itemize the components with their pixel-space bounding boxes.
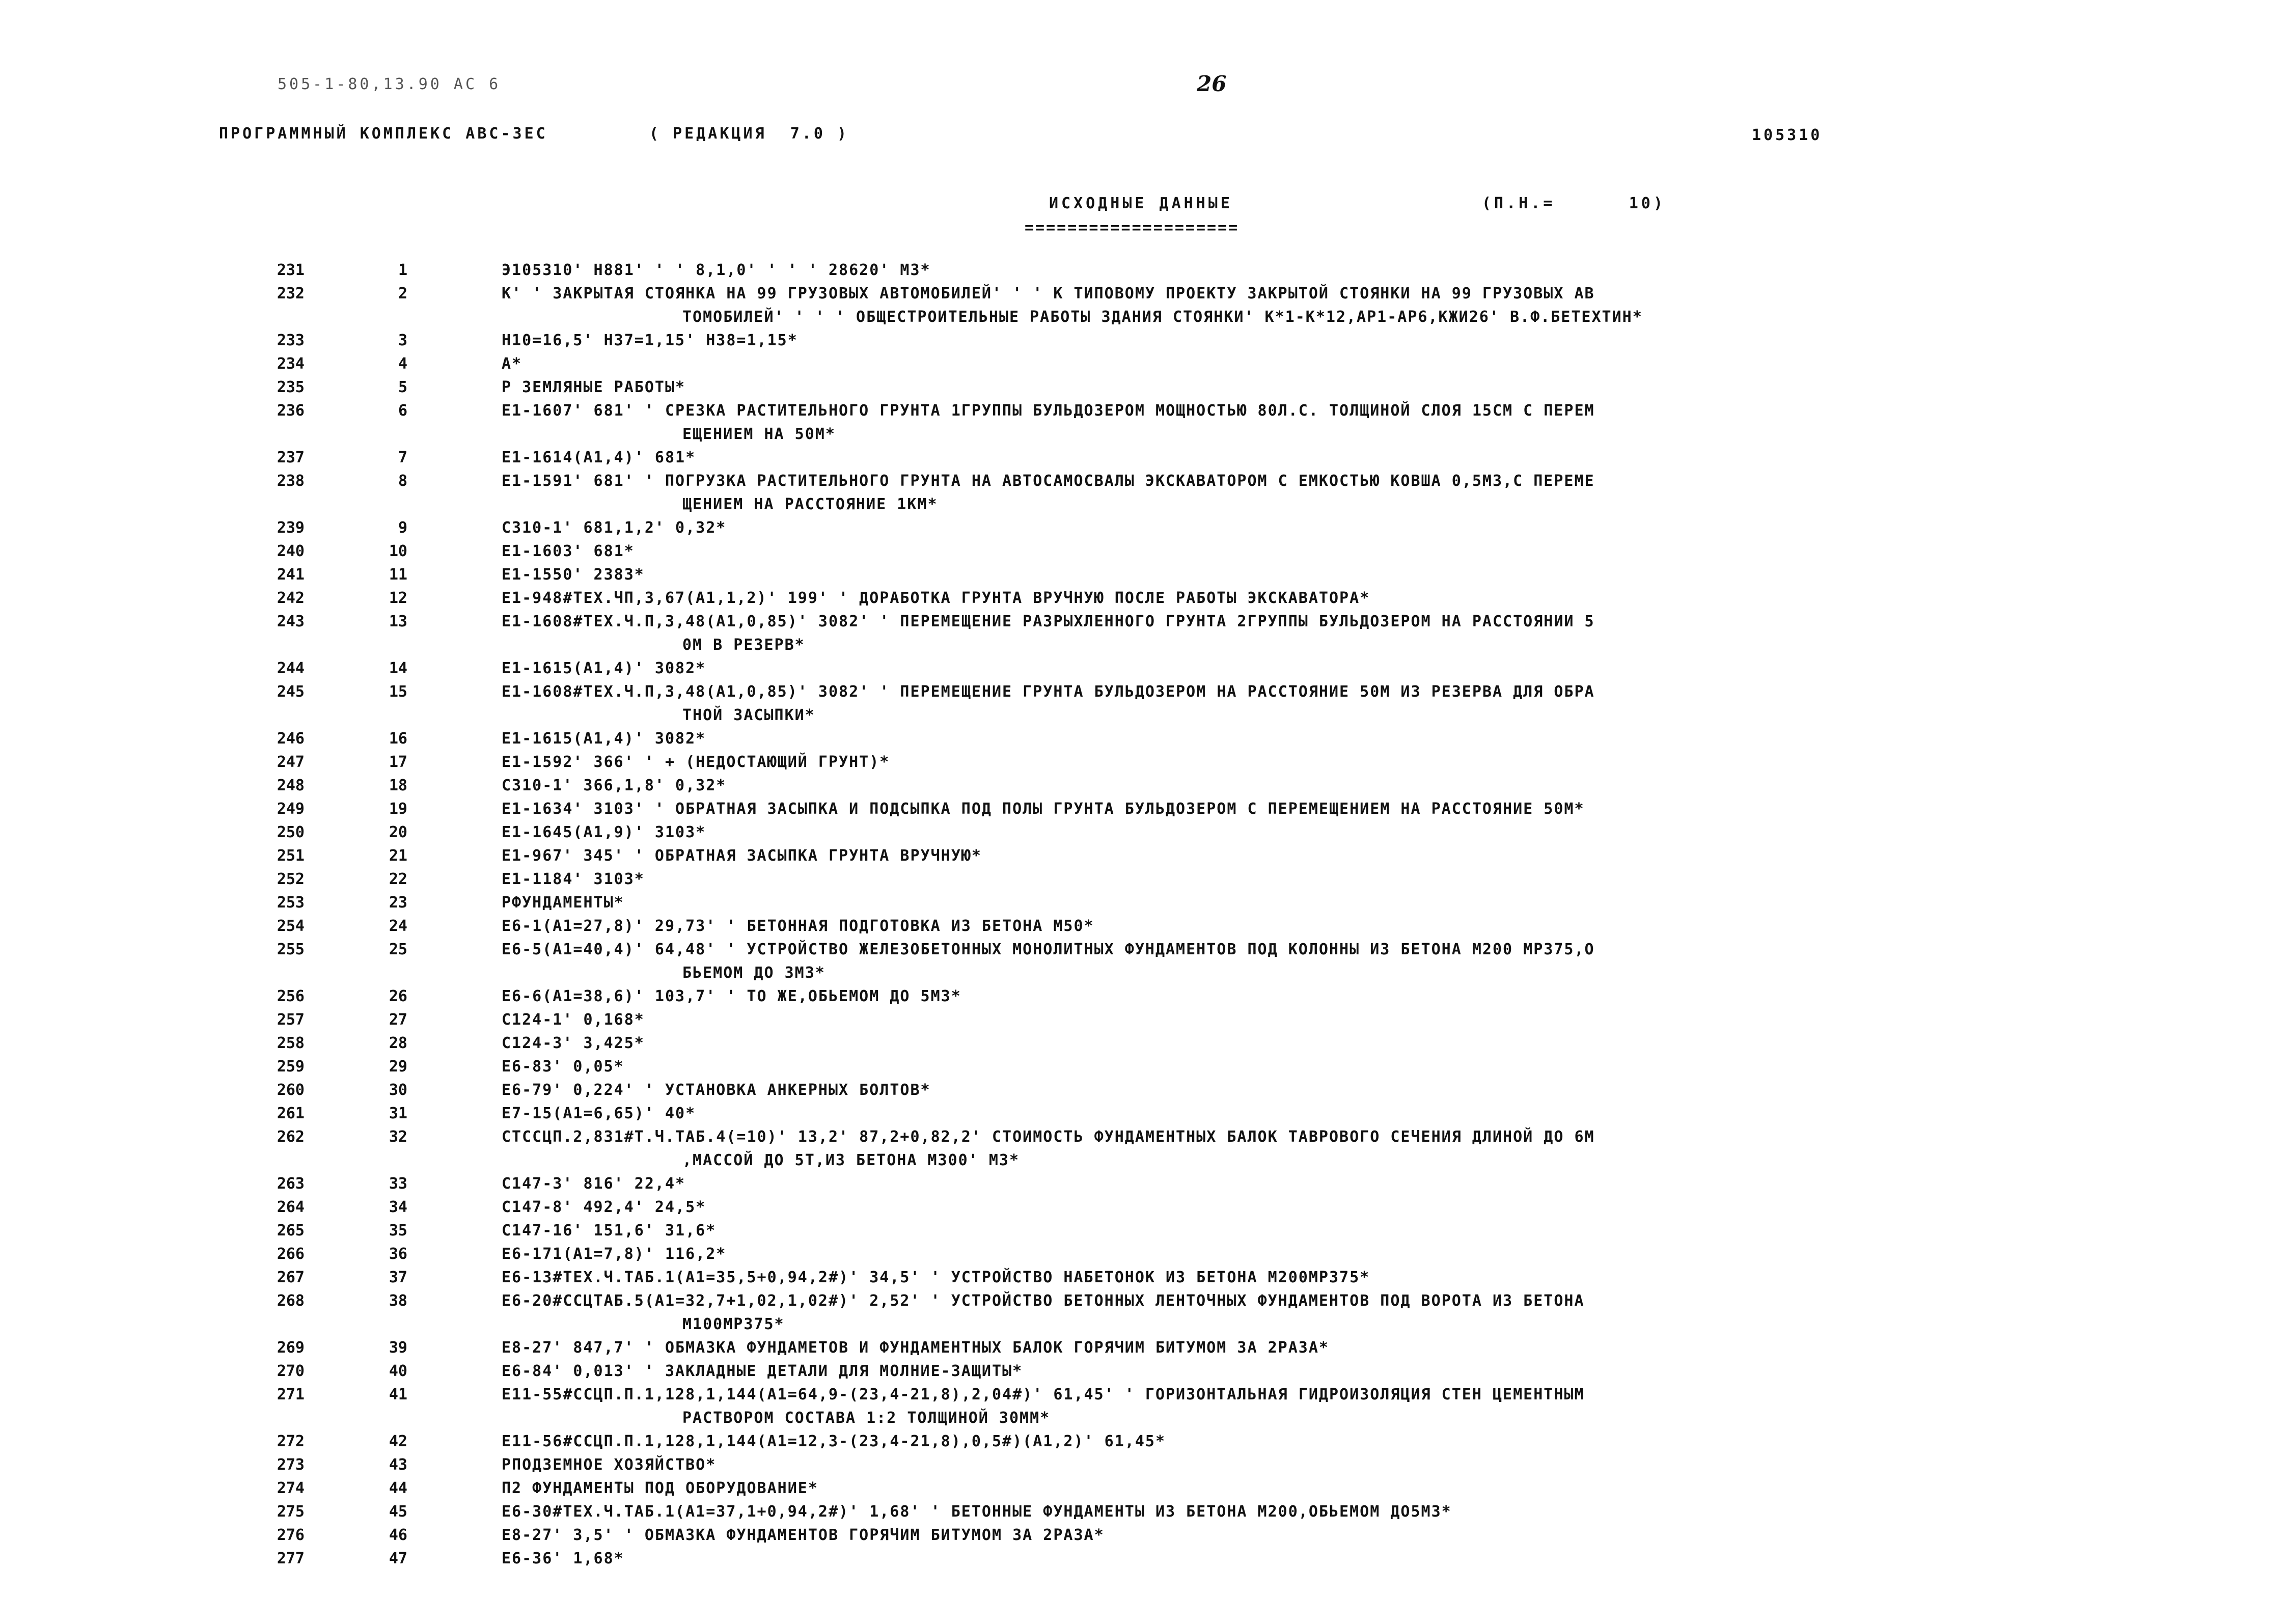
record-number: 25 xyxy=(389,941,407,958)
line-number: 246 xyxy=(277,730,305,748)
record-text: Е1-1550' 2383* xyxy=(502,566,645,584)
record-number: 13 xyxy=(389,613,407,630)
doc-id: 105310 xyxy=(1752,126,1823,144)
line-number: 243 xyxy=(277,613,305,630)
record-text: Е1-1615(А1,4)' 3082* xyxy=(502,659,706,677)
table-row xyxy=(0,1172,2285,1196)
table-row xyxy=(0,1500,2285,1524)
record-text: Е7-15(А1=6,65)' 40* xyxy=(502,1105,696,1122)
table-row xyxy=(0,540,2285,563)
record-text: Е6-5(А1=40,4)' 64,48' ' УСТРОЙСТВО ЖЕЛЕЗОБЕТОННЫХ МОНОЛИТНЫХ ФУНДАМЕНТОВ ПОД КОЛОННЫ ИЗ БЕТОНА М200 МР375,О xyxy=(502,941,1595,958)
record-text: Р ЗЕМЛЯНЫЕ РАБОТЫ* xyxy=(502,378,686,396)
record-text: П2 ФУНДАМЕНТЫ ПОД ОБОРУДОВАНИЕ* xyxy=(502,1479,818,1497)
table-row xyxy=(0,891,2285,915)
record-text: Е1-1614(А1,4)' 681* xyxy=(502,449,696,466)
record-text: Е11-55#ССЦП.П.1,128,1,144(А1=64,9-(23,4-21,8),2,04#)' 61,45' ' ГОРИЗОНТАЛЬНАЯ ГИДРОИЗОЛЯЦИЯ СТЕН ЦЕМЕНТНЫМ xyxy=(502,1386,1585,1403)
title-underline: ==================== xyxy=(1025,219,1240,237)
record-number: 34 xyxy=(389,1198,407,1216)
record-number: 28 xyxy=(389,1034,407,1052)
table-row xyxy=(0,1055,2285,1079)
record-text: Е1-1591' 681' ' ПОГРУЗКА РАСТИТЕЛЬНОГО ГРУНТА НА АВТОСАМОСВАЛЫ ЭКСКАВАТОРОМ С ЕМКОСТЬЮ КОВША 0,5М3,С ПЕРЕМЕ xyxy=(502,472,1595,490)
line-number: 248 xyxy=(277,777,305,794)
line-number: 267 xyxy=(277,1269,305,1286)
record-number: 31 xyxy=(389,1105,407,1122)
record-text: С124-1' 0,168* xyxy=(502,1011,645,1029)
record-number: 14 xyxy=(389,659,407,677)
table-row xyxy=(0,844,2285,868)
line-number: 258 xyxy=(277,1034,305,1052)
record-text: Е1-1603' 681* xyxy=(502,542,635,560)
record-number: 6 xyxy=(398,402,407,420)
record-text: Е6-171(А1=7,8)' 116,2* xyxy=(502,1245,727,1263)
table-row xyxy=(0,446,2285,470)
edition-label: ( РЕДАКЦИЯ 7.0 ) xyxy=(649,125,849,143)
table-row xyxy=(0,516,2285,540)
line-number: 277 xyxy=(277,1550,305,1567)
record-number: 20 xyxy=(389,823,407,841)
record-number: 18 xyxy=(389,777,407,794)
record-text: Е1-1645(А1,9)' 3103* xyxy=(502,823,706,841)
record-text: С310-1' 366,1,8' 0,32* xyxy=(502,777,727,794)
table-row xyxy=(0,399,2285,446)
line-number: 238 xyxy=(277,472,305,490)
line-number: 257 xyxy=(277,1011,305,1029)
record-number: 36 xyxy=(389,1245,407,1263)
record-text: Е6-30#ТЕХ.Ч.ТАБ.1(А1=37,1+0,94,2#)' 1,68' ' БЕТОННЫЕ ФУНДАМЕНТЫ ИЗ БЕТОНА М200,ОБЬЕМОМ ДО5М3* xyxy=(502,1503,1452,1521)
record-continuation: М100МР375* xyxy=(682,1315,785,1333)
table-row xyxy=(0,938,2285,985)
table-row xyxy=(0,868,2285,891)
record-text: Е6-84' 0,013' ' ЗАКЛАДНЫЕ ДЕТАЛИ ДЛЯ МОЛНИЕ-ЗАЩИТЫ* xyxy=(502,1362,1023,1380)
record-number: 29 xyxy=(389,1058,407,1076)
record-continuation: ,МАССОЙ ДО 5Т,ИЗ БЕТОНА М300' М3* xyxy=(682,1151,1020,1169)
table-row xyxy=(0,1430,2285,1453)
table-row xyxy=(0,680,2285,727)
table-row xyxy=(0,821,2285,844)
table-row xyxy=(0,470,2285,516)
record-number: 5 xyxy=(398,378,407,396)
table-row xyxy=(0,259,2285,282)
record-continuation: БЬЕМОМ ДО 3М3* xyxy=(682,964,825,982)
record-number: 35 xyxy=(389,1222,407,1240)
line-number: 251 xyxy=(277,847,305,865)
record-text: Е1-1607' 681' ' СРЕЗКА РАСТИТЕЛЬНОГО ГРУНТА 1ГРУППЫ БУЛЬДОЗЕРОМ МОЩНОСТЬЮ 80Л.С. ТОЛЩИНОЙ СЛОЯ 15СМ С ПЕРЕМ xyxy=(502,402,1595,420)
record-text: С124-3' 3,425* xyxy=(502,1034,645,1052)
line-number: 245 xyxy=(277,683,305,701)
record-text: С310-1' 681,1,2' 0,32* xyxy=(502,519,727,537)
line-number: 253 xyxy=(277,894,305,912)
record-number: 37 xyxy=(389,1269,407,1286)
table-row xyxy=(0,352,2285,376)
table-row xyxy=(0,657,2285,680)
line-number: 239 xyxy=(277,519,305,537)
line-number: 241 xyxy=(277,566,305,584)
record-number: 8 xyxy=(398,472,407,490)
line-number: 244 xyxy=(277,659,305,677)
page-number: 26 xyxy=(1197,71,1227,96)
line-number: 232 xyxy=(277,285,305,302)
line-number: 260 xyxy=(277,1081,305,1099)
record-number: 17 xyxy=(389,753,407,771)
line-number: 240 xyxy=(277,542,305,560)
table-row xyxy=(0,1336,2285,1360)
record-text: Е6-13#ТЕХ.Ч.ТАБ.1(А1=35,5+0,94,2#)' 34,5' ' УСТРОЙСТВО НАБЕТОНОК ИЗ БЕТОНА М200МР375* xyxy=(502,1269,1370,1286)
line-number: 273 xyxy=(277,1456,305,1474)
record-number: 21 xyxy=(389,847,407,865)
line-number: 236 xyxy=(277,402,305,420)
record-number: 38 xyxy=(389,1292,407,1310)
table-row xyxy=(0,587,2285,610)
table-row xyxy=(0,1477,2285,1500)
table-row xyxy=(0,329,2285,352)
line-number: 234 xyxy=(277,355,305,373)
record-number: 39 xyxy=(389,1339,407,1357)
line-number: 242 xyxy=(277,589,305,607)
table-row xyxy=(0,1125,2285,1172)
record-text: Е8-27' 3,5' ' ОБМАЗКА ФУНДАМЕНТОВ ГОРЯЧИМ БИТУМОМ ЗА 2РАЗА* xyxy=(502,1526,1105,1544)
record-text: Е1-1592' 366' ' + (НЕДОСТАЮЩИЙ ГРУНТ)* xyxy=(502,753,890,771)
record-text: Е6-1(А1=27,8)' 29,73' ' БЕТОННАЯ ПОДГОТОВКА ИЗ БЕТОНА М50* xyxy=(502,917,1094,935)
table-row xyxy=(0,563,2285,587)
record-number: 22 xyxy=(389,870,407,888)
record-text: Е1-1608#ТЕХ.Ч.П,3,48(А1,0,85)' 3082' ' ПЕРЕМЕЩЕНИЕ РАЗРЫХЛЕННОГО ГРУНТА 2ГРУППЫ БУЛЬДОЗЕРОМ НА РАССТОЯНИИ 5 xyxy=(502,613,1595,630)
table-row xyxy=(0,1360,2285,1383)
record-number: 26 xyxy=(389,987,407,1005)
line-number: 235 xyxy=(277,378,305,396)
table-row xyxy=(0,1266,2285,1289)
line-number: 270 xyxy=(277,1362,305,1380)
data-rows xyxy=(0,259,2285,1571)
record-number: 45 xyxy=(389,1503,407,1521)
record-text: РФУНДАМЕНТЫ* xyxy=(502,894,624,912)
record-text: Е1-1634' 3103' ' ОБРАТНАЯ ЗАСЫПКА И ПОДСЫПКА ПОД ПОЛЫ ГРУНТА БУЛЬДОЗЕРОМ С ПЕРЕМЕЩЕНИЕМ НА РАССТОЯНИЕ 50М* xyxy=(502,800,1585,818)
record-number: 3 xyxy=(398,332,407,349)
record-number: 47 xyxy=(389,1550,407,1567)
section-params: (П.Н.= 10) xyxy=(1482,195,1666,212)
record-number: 46 xyxy=(389,1526,407,1544)
record-continuation: 0М В РЕЗЕРВ* xyxy=(682,636,805,654)
record-number: 16 xyxy=(389,730,407,748)
table-row xyxy=(0,1102,2285,1125)
table-row xyxy=(0,985,2285,1008)
record-number: 24 xyxy=(389,917,407,935)
record-continuation: ЕЩЕНИЕМ НА 50М* xyxy=(682,425,836,443)
record-text: К' ' ЗАКРЫТАЯ СТОЯНКА НА 99 ГРУЗОВЫХ АВТОМОБИЛЕЙ' ' ' К ТИПОВОМУ ПРОЕКТУ ЗАКРЫТОЙ СТОЯНКИ НА 99 ГРУЗОВЫХ АВ xyxy=(502,285,1595,302)
line-number: 274 xyxy=(277,1479,305,1497)
record-text: Н10=16,5' Н37=1,15' Н38=1,15* xyxy=(502,332,798,349)
record-number: 15 xyxy=(389,683,407,701)
record-text: С147-3' 816' 22,4* xyxy=(502,1175,686,1193)
record-text: А* xyxy=(502,355,522,373)
line-number: 237 xyxy=(277,449,305,466)
table-row xyxy=(0,774,2285,797)
line-number: 269 xyxy=(277,1339,305,1357)
record-number: 40 xyxy=(389,1362,407,1380)
table-row xyxy=(0,610,2285,657)
table-row xyxy=(0,751,2285,774)
line-number: 259 xyxy=(277,1058,305,1076)
record-continuation: ТНОЙ ЗАСЫПКИ* xyxy=(682,706,815,724)
program-line: ПРОГРАММНЫЙ КОМПЛЕКС АВС-3ЕС xyxy=(219,125,548,143)
record-text: Е1-948#ТЕХ.ЧП,3,67(А1,1,2)' 199' ' ДОРАБОТКА ГРУНТА ВРУЧНУЮ ПОСЛЕ РАБОТЫ ЭКСКАВАТОРА* xyxy=(502,589,1370,607)
record-text: Е6-83' 0,05* xyxy=(502,1058,624,1076)
record-number: 33 xyxy=(389,1175,407,1193)
record-number: 19 xyxy=(389,800,407,818)
table-row xyxy=(0,915,2285,938)
record-text: Е6-79' 0,224' ' УСТАНОВКА АНКЕРНЫХ БОЛТОВ* xyxy=(502,1081,931,1099)
line-number: 256 xyxy=(277,987,305,1005)
record-text: РПОДЗЕМНОЕ ХОЗЯЙСТВО* xyxy=(502,1456,717,1474)
record-text: Э105310' Н881' ' ' 8,1,0' ' ' ' 28620' М3* xyxy=(502,261,931,279)
record-number: 11 xyxy=(389,566,407,584)
record-text: С147-16' 151,6' 31,6* xyxy=(502,1222,717,1240)
doc-code: 505-1-80,13.90 АС 6 xyxy=(278,75,501,93)
table-row xyxy=(0,727,2285,751)
line-number: 233 xyxy=(277,332,305,349)
line-number: 276 xyxy=(277,1526,305,1544)
record-number: 42 xyxy=(389,1433,407,1450)
record-number: 43 xyxy=(389,1456,407,1474)
line-number: 264 xyxy=(277,1198,305,1216)
line-number: 265 xyxy=(277,1222,305,1240)
table-row xyxy=(0,1289,2285,1336)
line-number: 266 xyxy=(277,1245,305,1263)
line-number: 252 xyxy=(277,870,305,888)
table-row xyxy=(0,1079,2285,1102)
record-text: Е8-27' 847,7' ' ОБМАЗКА ФУНДАМЕТОВ И ФУНДАМЕНТНЫХ БАЛОК ГОРЯЧИМ БИТУМОМ ЗА 2РАЗА* xyxy=(502,1339,1329,1357)
record-text: Е1-1184' 3103* xyxy=(502,870,645,888)
record-number: 23 xyxy=(389,894,407,912)
line-number: 271 xyxy=(277,1386,305,1403)
line-number: 272 xyxy=(277,1433,305,1450)
table-row xyxy=(0,376,2285,399)
record-text: Е6-6(А1=38,6)' 103,7' ' ТО ЖЕ,ОБЬЕМОМ ДО 5М3* xyxy=(502,987,961,1005)
record-number: 32 xyxy=(389,1128,407,1146)
line-number: 247 xyxy=(277,753,305,771)
table-row xyxy=(0,1219,2285,1243)
record-text: Е11-56#ССЦП.П.1,128,1,144(А1=12,3-(23,4-21,8),0,5#)(А1,2)' 61,45* xyxy=(502,1433,1166,1450)
table-row xyxy=(0,1453,2285,1477)
table-row xyxy=(0,1547,2285,1571)
line-number: 263 xyxy=(277,1175,305,1193)
table-row xyxy=(0,1383,2285,1430)
line-number: 268 xyxy=(277,1292,305,1310)
record-number: 44 xyxy=(389,1479,407,1497)
record-continuation: ЩЕНИЕМ НА РАССТОЯНИЕ 1КМ* xyxy=(682,496,938,513)
table-row xyxy=(0,1032,2285,1055)
table-row xyxy=(0,1196,2285,1219)
line-number: 231 xyxy=(277,261,305,279)
line-number: 254 xyxy=(277,917,305,935)
record-text: Е1-1608#ТЕХ.Ч.П,3,48(А1,0,85)' 3082' ' ПЕРЕМЕЩЕНИЕ ГРУНТА БУЛЬДОЗЕРОМ НА РАССТОЯНИЕ 50М ИЗ РЕЗЕРВА ДЛЯ ОБРА xyxy=(502,683,1595,701)
record-number: 41 xyxy=(389,1386,407,1403)
record-number: 4 xyxy=(398,355,407,373)
line-number: 255 xyxy=(277,941,305,958)
record-number: 1 xyxy=(398,261,407,279)
section-title: ИСХОДНЫЕ ДАННЫЕ xyxy=(1049,195,1233,212)
table-row xyxy=(0,1243,2285,1266)
record-continuation: ТОМОБИЛЕЙ' ' ' ' ОБЩЕСТРОИТЕЛЬНЫЕ РАБОТЫ ЗДАНИЯ СТОЯНКИ' К*1-К*12,АР1-АР6,КЖИ26' В.Ф.БЕТЕХТИН* xyxy=(682,308,1643,326)
table-row xyxy=(0,282,2285,329)
record-number: 12 xyxy=(389,589,407,607)
line-number: 261 xyxy=(277,1105,305,1122)
table-row xyxy=(0,1008,2285,1032)
line-number: 249 xyxy=(277,800,305,818)
record-number: 27 xyxy=(389,1011,407,1029)
table-row xyxy=(0,797,2285,821)
line-number: 275 xyxy=(277,1503,305,1521)
record-number: 30 xyxy=(389,1081,407,1099)
line-number: 250 xyxy=(277,823,305,841)
record-number: 2 xyxy=(398,285,407,302)
record-text: Е6-20#ССЦТАБ.5(А1=32,7+1,02,1,02#)' 2,52' ' УСТРОЙСТВО БЕТОННЫХ ЛЕНТОЧНЫХ ФУНДАМЕНТОВ ПОД ВОРОТА ИЗ БЕТОНА xyxy=(502,1292,1585,1310)
record-number: 7 xyxy=(398,449,407,466)
record-continuation: РАСТВОРОМ СОСТАВА 1:2 ТОЛЩИНОЙ 30ММ* xyxy=(682,1409,1051,1427)
record-text: Е6-36' 1,68* xyxy=(502,1550,624,1567)
record-number: 10 xyxy=(389,542,407,560)
record-text: СТССЦП.2,831#Т.Ч.ТАБ.4(=10)' 13,2' 87,2+0,82,2' СТОИМОСТЬ ФУНДАМЕНТНЫХ БАЛОК ТАВРОВОГО СЕЧЕНИЯ ДЛИНОЙ ДО 6М xyxy=(502,1128,1595,1146)
record-text: Е1-1615(А1,4)' 3082* xyxy=(502,730,706,748)
record-text: С147-8' 492,4' 24,5* xyxy=(502,1198,706,1216)
record-number: 9 xyxy=(398,519,407,537)
line-number: 262 xyxy=(277,1128,305,1146)
table-row xyxy=(0,1524,2285,1547)
record-text: Е1-967' 345' ' ОБРАТНАЯ ЗАСЫПКА ГРУНТА ВРУЧНУЮ* xyxy=(502,847,982,865)
